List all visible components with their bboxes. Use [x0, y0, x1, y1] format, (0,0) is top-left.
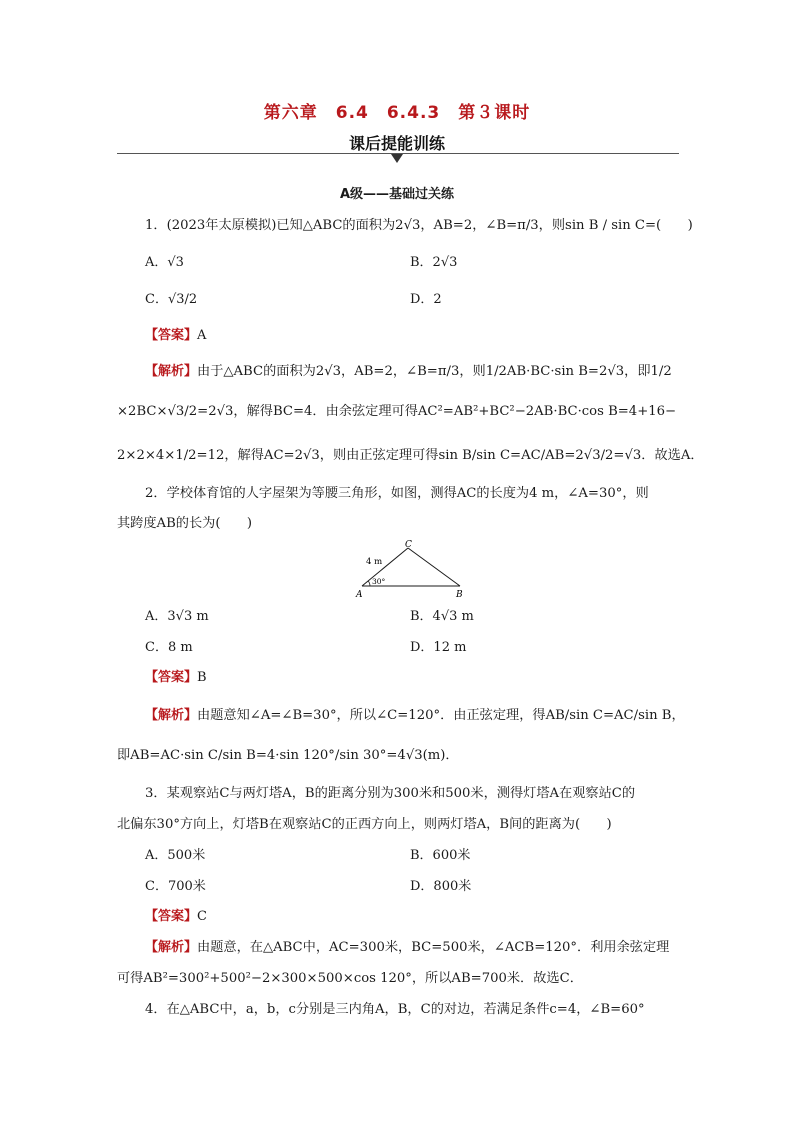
- q1-answer: [145, 326, 206, 346]
- q2-analysis-line-2: 即AB=AC·sin C/sin B=4·sin 120°/sin 30°=4√3(m)．: [117, 748, 459, 763]
- answer-value: A: [197, 328, 207, 343]
- q1-stem: 1．(2023年太原模拟)已知△ABC的面积为2√3，AB=2，∠B=π/3，则sin B / sin C=( ): [145, 218, 693, 233]
- section-subtitle: 课后提能训练: [348, 134, 445, 153]
- q1-option-c: C．√3/2: [145, 292, 198, 307]
- answer-tag: 【答案】: [145, 909, 198, 924]
- level-heading: A级——基础过关练: [339, 187, 455, 202]
- q2-answer: [145, 668, 207, 688]
- q1-analysis-line-2: ×2BC×√3/2=2√3，解得BC=4．由余弦定理可得AC²=AB²+BC²−2AB·BC·cos B=4+16−: [117, 404, 677, 419]
- analysis-tag: 【解析】: [145, 708, 198, 723]
- analysis-tag: 【解析】: [145, 364, 198, 379]
- q1-analysis-line-3: 2×2×4×1/2=12，解得AC=2√3，则由正弦定理可得sin B/sin C=AC/AB=2√3/2=√3．故选A．: [117, 448, 704, 463]
- q1-option-d: D．2: [410, 292, 442, 307]
- q3-option-a: A．500米: [145, 848, 206, 863]
- q2-stem-line-2: 其跨度AB的长为( ): [117, 516, 253, 531]
- answer-tag: 【答案】: [145, 670, 198, 685]
- q3-analysis-line-2: 可得AB²=300²+500²−2×300×500×cos 120°，所以AB=700米．故选C．: [117, 971, 583, 986]
- side-cb: [408, 548, 460, 586]
- q1-option-a: A．√3: [145, 255, 184, 270]
- answer-tag: 【答案】: [145, 328, 198, 343]
- q3-stem-line-2: 北偏东30°方向上，灯塔B在观察站C的正西方向上，则两灯塔A，B间的距离为( ): [117, 817, 612, 832]
- q3-option-b: B．600米: [410, 848, 471, 863]
- q2-option-a: A．3√3 m: [145, 609, 209, 624]
- q2-stem-line-1: 2．学校体育馆的人字屋架为等腰三角形，如图，测得AC的长度为4 m，∠A=30°，则: [145, 486, 649, 501]
- q2-option-d: D．12 m: [410, 640, 467, 655]
- q2-analysis-line-1: 【解析】由题意知∠A=∠B=30°，所以∠C=120°．由正弦定理，得AB/sin C=AC/sin B，: [145, 708, 685, 723]
- q1-analysis-line-1: 【解析】由于△ABC的面积为2√3，AB=2，∠B=π/3，则1/2AB·BC·sin B=2√3，即1/2: [145, 364, 672, 379]
- q2-option-b: B．4√3 m: [410, 609, 474, 624]
- q2-option-c: C．8 m: [145, 640, 193, 655]
- vertex-b-label: B: [456, 590, 463, 600]
- answer-value: B: [197, 670, 207, 685]
- vertex-c-label: C: [405, 540, 412, 550]
- angle-arc: [368, 581, 370, 586]
- q3-option-d: D．800米: [410, 879, 472, 894]
- q3-stem-line-1: 3．某观察站C与两灯塔A，B的距离分别为300米和500米，测得灯塔A在观察站C的: [145, 786, 636, 801]
- chapter-title: 第六章 6.4 6.4.3 第３课时: [263, 103, 531, 123]
- header-arrow-icon: [391, 154, 403, 163]
- angle-label: 30°: [372, 577, 386, 586]
- vertex-a-label: A: [356, 590, 363, 600]
- answer-value: C: [197, 909, 207, 924]
- q1-option-b: B．2√3: [410, 255, 458, 270]
- q3-answer: [145, 907, 207, 927]
- q3-option-c: C．700米: [145, 879, 206, 894]
- analysis-tag: 【解析】: [145, 940, 198, 955]
- side-length-label: 4 m: [366, 557, 383, 567]
- q4-stem: 4．在△ABC中，a，b，c分别是三内角A，B，C的对边，若满足条件c=4，∠B=60°: [145, 1002, 645, 1017]
- triangle-figure: [352, 540, 472, 602]
- q3-analysis-line-1: 【解析】由题意，在△ABC中，AC=300米，BC=500米，∠ACB=120°．利用余弦定理: [145, 940, 670, 955]
